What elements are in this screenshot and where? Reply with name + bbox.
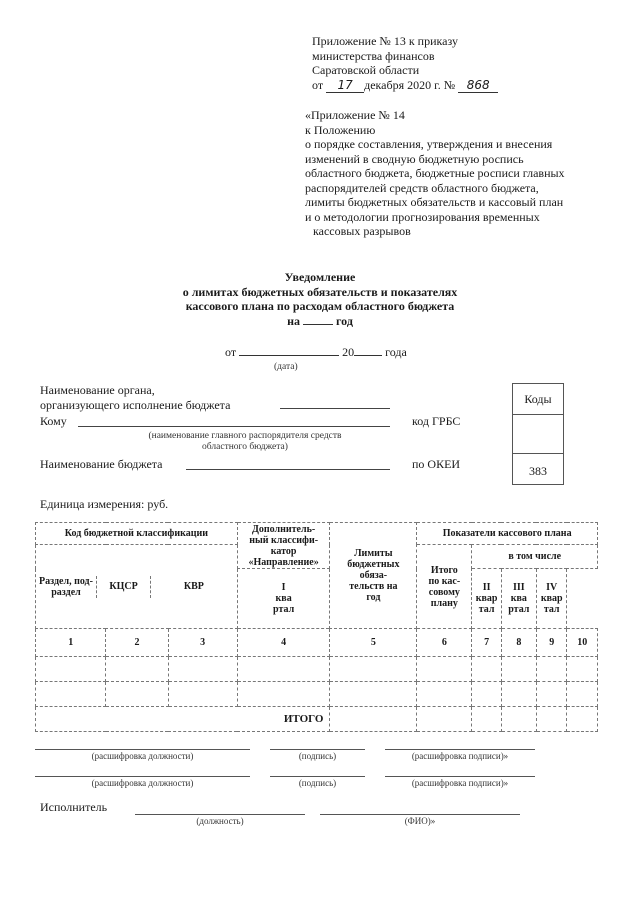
kbk-sub-header <box>36 545 238 629</box>
q3-header: III ква ртал <box>501 569 536 629</box>
appendix-line: областного бюджета, бюджетные росписи главных <box>305 166 565 180</box>
vtch-header: в том числе <box>472 545 598 569</box>
dop-header: Дополнитель- ный классифи- катор «Направление» <box>237 523 330 569</box>
handwritten-number: 868 <box>458 78 498 94</box>
grbs-code-cell[interactable] <box>513 415 563 454</box>
to-field-line[interactable] <box>78 426 390 427</box>
codes-box <box>512 383 564 485</box>
signature-caption: (расшифровка подписи)» <box>411 751 509 761</box>
appendix-line: о порядке составления, утверждения и внесения <box>305 137 553 151</box>
q2-header: II квар тал <box>472 569 501 629</box>
q1-header: I ква ртал <box>237 569 330 629</box>
kbk-header: Код бюджетной классификации <box>36 523 238 545</box>
itogo-header: Итого по кас- совому плану <box>417 545 472 629</box>
signature-caption: (расшифровка должности) <box>91 751 194 761</box>
budget-label: Наименование бюджета <box>40 457 163 471</box>
appendix-line: «Приложение № 14 <box>305 108 405 122</box>
appendix-block <box>305 108 565 239</box>
total-label: ИТОГО <box>36 707 330 732</box>
appendix-line: и о методологии прогнозирования временных <box>305 209 540 224</box>
signature-sign-line[interactable] <box>270 776 365 777</box>
org-field-line[interactable] <box>280 408 390 409</box>
signature-decode-line[interactable] <box>385 749 535 750</box>
okei-label: по ОКЕИ <box>412 457 461 471</box>
codes-title: Коды <box>513 384 563 415</box>
grbs-label: код ГРБС <box>412 414 461 428</box>
to-label: Кому <box>40 414 67 428</box>
appendix-line: изменений в сводную бюджетную роспись <box>305 151 524 166</box>
kcsr-header: КЦСР <box>97 576 151 598</box>
header-order-line: от 17 декабря 2020 г. № 868 <box>312 78 498 94</box>
q4-header: IV квар тал <box>536 569 567 629</box>
okei-code-cell: 383 <box>529 464 547 478</box>
signature-decode-line[interactable] <box>385 776 535 777</box>
limits-table <box>35 522 598 732</box>
executor-label: Исполнитель <box>40 800 108 814</box>
signature-position-line[interactable] <box>35 776 250 777</box>
header-line: Приложение № 13 к приказу <box>312 34 458 48</box>
org-label: Наименование органа, организующего исполнение бюджета <box>40 383 231 412</box>
signature-sign-line[interactable] <box>270 749 365 750</box>
signature-caption: (подпись) <box>298 751 337 761</box>
appendix-line: лимиты бюджетных обязательств и кассовый план <box>305 195 564 209</box>
executor-caption: (ФИО)» <box>404 816 436 826</box>
date-caption: (дата) <box>274 362 298 372</box>
executor-caption: (должность) <box>196 816 244 826</box>
budget-field-line[interactable] <box>186 469 390 470</box>
signature-caption: (подпись) <box>298 778 337 788</box>
date-line: от 20 года <box>225 345 407 359</box>
appendix-line: распорядителей средств областного бюджета, <box>305 180 539 195</box>
executor-fio-line[interactable] <box>320 814 520 815</box>
cash-plan-header: Показатели кассового плана <box>417 523 598 545</box>
signature-position-line[interactable] <box>35 749 250 750</box>
appendix-line: кассовых разрывов <box>313 224 411 238</box>
header-line: министерства финансов <box>312 48 435 63</box>
table-row[interactable] <box>36 682 598 707</box>
appendix-line: к Положению <box>305 122 376 137</box>
unit-label: Единица измерения: руб. <box>40 497 169 511</box>
header-line: Саратовской области <box>312 63 420 77</box>
handwritten-day: 17 <box>326 78 364 94</box>
page-title: Уведомление о лимитах бюджетных обязательств и показателях кассового плана по расходам областного бюджета на год <box>182 270 458 328</box>
limits-header: Лимиты бюджетных обяза- тельств на год <box>330 523 417 629</box>
total-row <box>36 707 598 732</box>
column-numbers-row: 1 2 3 4 5 6 7 8 9 10 <box>36 629 598 657</box>
table-row[interactable] <box>36 657 598 682</box>
executor-position-line[interactable] <box>135 814 305 815</box>
signature-caption: (расшифровка должности) <box>91 778 194 788</box>
header-block <box>312 34 498 93</box>
signature-caption: (расшифровка подписи)» <box>411 778 509 788</box>
kvr-header: КВР <box>183 581 204 592</box>
razdel-header: Раздел, под- раздел <box>36 576 97 598</box>
to-caption: (наименование главного распорядителя средств областного бюджета) <box>148 431 342 452</box>
